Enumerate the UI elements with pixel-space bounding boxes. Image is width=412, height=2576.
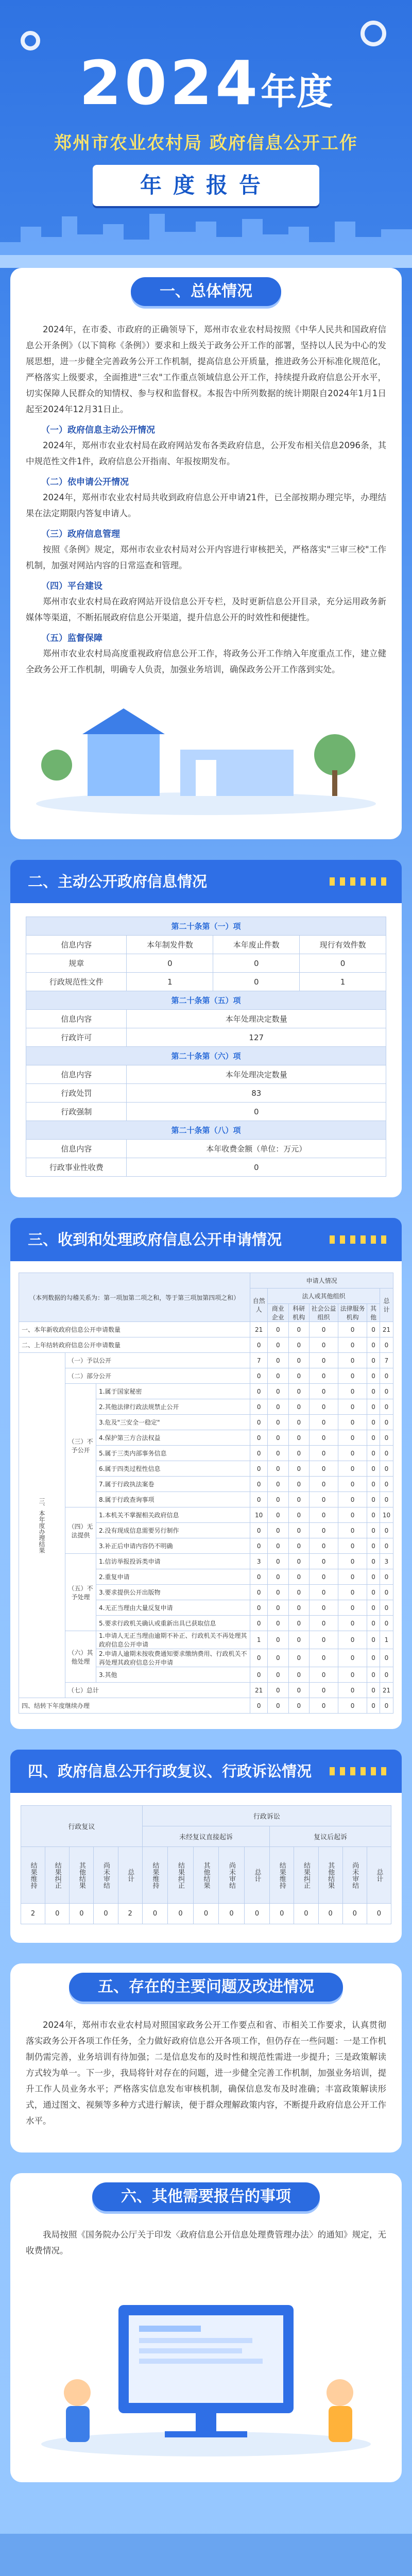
- table-cell: 2: [118, 1904, 142, 1924]
- table-art20-1: 第二十条第（一）项 信息内容 本年制发件数 本年废止件数 现行有效件数 规章 0 0 0 行政规范性文件 1 0 1 第二十条第（五）项 信息内容 本年处理决定数量 行政许可 127 第二十条第（六）项 信息内容 本年处理决定数量 行政处罚 83 行政强制 0 第二十条第（八）项 信息内容 本年收费金额（单位：万元） 行政事业性收费 0: [26, 917, 386, 1177]
- table-cell: 0: [288, 1538, 309, 1554]
- table-cell: 0: [268, 1415, 288, 1430]
- table-cell: 0: [338, 1631, 367, 1649]
- table-row: [19, 1554, 393, 1569]
- table-cell: 0: [268, 1538, 288, 1554]
- table-cell: 0: [250, 1446, 268, 1461]
- table-cell: 0: [380, 1399, 393, 1415]
- table-cell: 0: [380, 1523, 393, 1538]
- table-cell: 0: [338, 1507, 367, 1523]
- table-cell: 21: [380, 1683, 393, 1698]
- section-title: 六、其他需要报告的事项: [92, 2182, 320, 2211]
- table-cell: 0: [380, 1600, 393, 1616]
- table-cell: 0: [380, 1585, 393, 1600]
- table-cell: 1: [250, 1631, 268, 1649]
- table-cell: 0: [268, 1631, 288, 1649]
- column-header: 其他结果: [70, 1847, 94, 1904]
- table-cell: 0: [338, 1353, 367, 1368]
- row-label: 一、本年新收政府信息公开申请数量: [19, 1322, 250, 1337]
- table-cell: 0: [338, 1430, 367, 1446]
- subheading: （三）政府信息管理: [41, 529, 120, 539]
- table-cell: 0: [338, 1649, 367, 1667]
- column-header: 尚未审结: [94, 1847, 118, 1904]
- page-bottom-padding: [0, 2482, 412, 2534]
- row-label: 2.没有现成信息需要另行制作: [96, 1523, 250, 1538]
- row-label: 6.属于四类过程性信息: [96, 1461, 250, 1477]
- table-cell: 0: [250, 1585, 268, 1600]
- table-cell: 0: [250, 1649, 268, 1667]
- table-cell: 0: [367, 1538, 380, 1554]
- table-cell: 0: [309, 1683, 338, 1698]
- table-cell: 0: [309, 1667, 338, 1683]
- table-cell: 0: [309, 1554, 338, 1569]
- table-cell: 0: [367, 1492, 380, 1507]
- table-cell: 0: [338, 1415, 367, 1430]
- table-cell: 0: [380, 1649, 393, 1667]
- table-cell: 0: [309, 1569, 338, 1585]
- group-label: 三、本年度办理结果: [19, 1353, 65, 1698]
- table-cell: 0: [288, 1337, 309, 1353]
- table-cell: 0: [338, 1698, 367, 1714]
- paragraph: 郑州市农业农村局在政府网站开设信息公开专栏，及时更新信息公开目录，充分运用政务新媒体等渠道，不断拓展政府信息公开渠道，提升信息公开的时效性和便捷性。: [26, 597, 386, 622]
- table-cell: 0: [380, 1698, 393, 1714]
- city-skyline-illustration: [0, 206, 412, 268]
- table-cell: 0: [309, 1384, 338, 1399]
- table-cell: 7: [250, 1353, 268, 1368]
- row-label: 8.属于行政查询事项: [96, 1492, 250, 1507]
- table-cell: 0: [367, 1322, 380, 1337]
- table-cell: 0: [367, 1399, 380, 1415]
- table-cell: 0: [288, 1322, 309, 1337]
- table-cell: 0: [244, 1904, 270, 1924]
- table-cell: 0: [338, 1554, 367, 1569]
- table-cell: 0: [367, 1523, 380, 1538]
- table-cell: 0: [268, 1554, 288, 1569]
- table-cell: 0: [367, 1430, 380, 1446]
- table-cell: 0: [380, 1461, 393, 1477]
- table-cell: 0: [338, 1337, 367, 1353]
- table-cell: 0: [288, 1698, 309, 1714]
- section-title: 三、收到和处理政府信息公开申请情况: [10, 1218, 402, 1261]
- table-cell: 0: [309, 1430, 338, 1446]
- table-cell: 0: [367, 1616, 380, 1631]
- table-cell: 0: [250, 1616, 268, 1631]
- table-cell: 0: [268, 1337, 288, 1353]
- table-cell: 21: [250, 1683, 268, 1698]
- table-cell: 0: [367, 1600, 380, 1616]
- table-row: 行政处罚 83: [26, 1084, 386, 1103]
- table-cell: 0: [250, 1667, 268, 1683]
- table-cell: 0: [380, 1667, 393, 1683]
- table-cell: 0: [338, 1538, 367, 1554]
- row-label: （七）总计: [65, 1683, 250, 1698]
- table-cell: 0: [288, 1631, 309, 1649]
- table-cell: 0: [288, 1461, 309, 1477]
- table-cell: 0: [380, 1477, 393, 1492]
- table-cell: 0: [268, 1353, 288, 1368]
- table-cell: 0: [288, 1523, 309, 1538]
- column-header: 尚未审结: [342, 1847, 367, 1904]
- table-cell: 0: [309, 1337, 338, 1353]
- group-label: （三）不予公开: [65, 1384, 96, 1507]
- section-other-matters: [10, 2173, 402, 2482]
- table-cell: 0: [309, 1600, 338, 1616]
- table-cell: 0: [367, 1904, 391, 1924]
- table-cell: 0: [288, 1477, 309, 1492]
- table-applications: （本列数据的勾稽关系为：第一项加第二项之和，等于第三项加第四项之和） 申请人情况 自然人 法人或其他组织 总计 商业企业 科研机构 社会公益组织 法律服务机构 其他 一、本年新收政府信息公开申请数量 21 0 0 0 0 0 21 二、上年结转政府信息公开申请数量 0 0 0 0 0 0 0 三、本年度办理结果 （一）予以公开 7 0 0 0 0 0 7 （二）部分公开 0 0 0 0 0 0 0 （三）不予公开 1.属于国家秘密 0 0 0 0 0 0 0 2.其他法律行政法规禁止公开 0 0 0 0 0 0 0 3.危及"三安全一稳定" 0 0 0 0 0 0 0 4.保护第三方合法权益 0 0 0 0 0 0 0 5.属于三类内部事务信息 0 0 0 0 0 0 0 6.属于四类过程性信息 0 0 0 0 0 0 0 7.属于行政执法案卷 0 0 0 0 0 0 0 8.属于行政查询事项 0 0 0 0 0 0 0 （四）无法提供 1.本机关不掌握相关政府信息 10 0 0 0 0 0 10 2.没有现成信息需要另行制作 0 0 0 0 0 0 0 3.补正后申请内容仍不明确 0 0 0 0 0 0 0 （五）不予处理 1.信访举报投诉类申请 3 0 0 0 0 0 3 2.重复申请 0 0 0 0 0 0 0 3.要求提供公开出版物 0 0 0 0 0 0 0 4.无正当理由大量反复申请 0 0 0 0 0 0 0 5.要求行政机关确认或重新出具已获取信息 0 0 0 0 0 0 0 （六）其他处理 1.申请人无正当理由逾期不补正、行政机关不再处理其政府信息公开申请 1 0 0 0 0 0 1 2.申请人逾期未按收费通知要求缴纳费用、行政机关不再处理其政府信息公开申请 0 0 0 0 0 0 0 3.其他 0 0 0 0 0 0 0 （七）总计 21 0 0 0 0 0 21 四、结转下年度继续办理 0 0 0 0 0 0 0: [19, 1273, 393, 1714]
- table-cell: 0: [250, 1569, 268, 1585]
- table-cell: 10: [250, 1507, 268, 1523]
- table-cell: 0: [338, 1461, 367, 1477]
- column-header: 总计: [244, 1847, 270, 1904]
- table-cell: 0: [94, 1904, 118, 1924]
- table-cell: 0: [268, 1384, 288, 1399]
- row-label: 5.要求行政机关确认或重新出具已获取信息: [96, 1616, 250, 1631]
- table-row: 规章 0 0 0: [26, 954, 386, 973]
- table-cell: 0: [288, 1430, 309, 1446]
- table-cell: 21: [250, 1322, 268, 1337]
- table-cell: 0: [338, 1585, 367, 1600]
- table-cell: 0: [309, 1649, 338, 1667]
- table-cell: 0: [168, 1904, 194, 1924]
- table-cell: 0: [288, 1667, 309, 1683]
- table-cell: 0: [45, 1904, 70, 1924]
- table-cell: 0: [380, 1492, 393, 1507]
- paragraph: 2024年，郑州市农业农村局对照国家政务公开工作要点和省、市相关工作要求，认真贯彻落实政务公开各项工作任务，全力做好政府信息公开各项工作，但仍存在一些问题：一是工作机制仍需完善，业务培训有待加强；二是信息发布的及时性和规范性需进一步提升；三是政策解读方式较为单一。下一步，我局将针对存在的问题，进一步健全完善工作机制，加强业务培训，提升工作人员业务水平；严格落实信息发布审核机制，确保信息发布及时准确；丰富政策解读形式，通过图文、视频等多种方式进行解读，便于群众理解政策内容，不断提升政府信息公开工作水平。: [26, 2020, 386, 2126]
- table-row: 行政事业性收费 0: [26, 1158, 386, 1177]
- table-cell: 0: [268, 1492, 288, 1507]
- table-cell: 0: [70, 1904, 94, 1924]
- table-cell: 0: [288, 1683, 309, 1698]
- table-cell: 0: [338, 1384, 367, 1399]
- table-cell: 0: [142, 1904, 168, 1924]
- table-cell: 3: [250, 1554, 268, 1569]
- table-cell: 0: [268, 1600, 288, 1616]
- row-label: 二、上年结转政府信息公开申请数量: [19, 1337, 250, 1353]
- table-cell: 0: [268, 1461, 288, 1477]
- column-header: 总计: [118, 1847, 142, 1904]
- table-row: [19, 1631, 393, 1649]
- row-label: 1.本机关不掌握相关政府信息: [96, 1507, 250, 1523]
- table-cell: 0: [338, 1600, 367, 1616]
- row-label: 4.无正当理由大量反复申请: [96, 1600, 250, 1616]
- table-cell: 0: [367, 1649, 380, 1667]
- table-cell: 0: [309, 1538, 338, 1554]
- office-illustration: [26, 2274, 386, 2460]
- table-cell: 0: [268, 1649, 288, 1667]
- table-cell: 0: [367, 1446, 380, 1461]
- table-cell: 0: [367, 1368, 380, 1384]
- table-cell: 0: [367, 1461, 380, 1477]
- table-cell: 0: [250, 1523, 268, 1538]
- table-cell: 0: [309, 1461, 338, 1477]
- column-header: 总计: [367, 1847, 391, 1904]
- table-cell: 0: [219, 1904, 245, 1924]
- table-cell: 3: [380, 1554, 393, 1569]
- table-row: [19, 1507, 393, 1523]
- column-header: 其他结果: [318, 1847, 342, 1904]
- paragraph: 2024年，郑州市农业农村局共收到政府信息公开申请21件，已全部按期办理完毕，办理结果在法定期限内答复申请人。: [26, 493, 386, 518]
- table-row: 行政规范性文件 1 0 1: [26, 973, 386, 991]
- table-cell: 0: [268, 1399, 288, 1415]
- table-cell: 7: [380, 1353, 393, 1368]
- table-cell: 0: [380, 1337, 393, 1353]
- table-row: [19, 1384, 393, 1399]
- table-cell: 0: [338, 1683, 367, 1698]
- table-cell: 0: [268, 1616, 288, 1631]
- table-cell: 0: [367, 1384, 380, 1399]
- table-cell: 0: [250, 1384, 268, 1399]
- column-header: 结果维持: [21, 1847, 45, 1904]
- table-cell: 0: [288, 1507, 309, 1523]
- column-header: 结果维持: [270, 1847, 294, 1904]
- table-cell: 0: [309, 1322, 338, 1337]
- group-label: （六）其他处理: [65, 1631, 96, 1683]
- table-cell: 0: [338, 1569, 367, 1585]
- table-cell: 0: [294, 1904, 318, 1924]
- table-cell: 2: [21, 1904, 45, 1924]
- table-cell: 0: [268, 1667, 288, 1683]
- group-label: （五）不予处理: [65, 1554, 96, 1631]
- row-label: （二）部分公开: [65, 1368, 250, 1384]
- group-label: （四）无法提供: [65, 1507, 96, 1554]
- row-label: 2.重复申请: [96, 1569, 250, 1585]
- table-row: [19, 1353, 393, 1368]
- paragraph: 郑州市农业农村局高度重视政府信息公开工作，将政务公开工作纳入年度重点工作，建立健全政务公开工作机制，明确专人负责，加强业务培训，确保政务公开工作落到实处。: [26, 649, 386, 674]
- table-cell: 0: [250, 1461, 268, 1477]
- row-label: 7.属于行政执法案卷: [96, 1477, 250, 1492]
- table-cell: 0: [367, 1554, 380, 1569]
- row-label: 1.申请人无正当理由逾期不补正、行政机关不再处理其政府信息公开申请: [96, 1631, 250, 1649]
- row-label: 2.其他法律行政法规禁止公开: [96, 1399, 250, 1415]
- section-applications: [0, 1218, 412, 1729]
- table-cell: 0: [338, 1523, 367, 1538]
- table-cell: 0: [309, 1446, 338, 1461]
- table-cell: 0: [250, 1538, 268, 1554]
- row-label: 1.属于国家秘密: [96, 1384, 250, 1399]
- section-title: 二、主动公开政府信息情况: [10, 860, 402, 903]
- table-cell: 0: [367, 1585, 380, 1600]
- table-cell: 0: [367, 1353, 380, 1368]
- table-cell: 0: [309, 1477, 338, 1492]
- table-row: [19, 1698, 393, 1714]
- table-cell: 0: [268, 1446, 288, 1461]
- table-cell: 0: [268, 1523, 288, 1538]
- table-cell: 0: [193, 1904, 219, 1924]
- table-cell: 0: [309, 1507, 338, 1523]
- table-cell: 0: [250, 1337, 268, 1353]
- table-cell: 0: [380, 1384, 393, 1399]
- table-cell: 0: [270, 1904, 294, 1924]
- table-cell: 0: [318, 1904, 342, 1924]
- table-cell: 0: [342, 1904, 367, 1924]
- paragraph: 按照《条例》规定，郑州市农业农村局对公开内容进行审核把关，严格落实"三审三校"工作机制，加强对网站内容的日常巡查和管理。: [26, 545, 386, 570]
- table-cell: 0: [250, 1600, 268, 1616]
- subheading: （一）政府信息主动公开情况: [41, 425, 155, 435]
- table-cell: 0: [288, 1569, 309, 1585]
- row-label: 3.危及"三安全一稳定": [96, 1415, 250, 1430]
- row-label: （一）予以公开: [65, 1353, 250, 1368]
- row-label: 1.信访举报投诉类申请: [96, 1554, 250, 1569]
- table-cell: 0: [268, 1569, 288, 1585]
- column-header: 结果纠正: [45, 1847, 70, 1904]
- table-cell: 0: [367, 1698, 380, 1714]
- section-title: 一、总体情况: [131, 277, 281, 306]
- table-cell: 0: [288, 1384, 309, 1399]
- table-cell: 0: [309, 1585, 338, 1600]
- section-overview: [10, 268, 402, 839]
- section-title: 五、存在的主要问题及改进情况: [69, 1973, 343, 2002]
- table-cell: 0: [288, 1446, 309, 1461]
- table-cell: 0: [309, 1368, 338, 1384]
- table-cell: 0: [367, 1667, 380, 1683]
- table-cell: 0: [309, 1631, 338, 1649]
- table-cell: 0: [250, 1698, 268, 1714]
- hero-header: [0, 0, 412, 268]
- table-cell: 0: [309, 1415, 338, 1430]
- subheading: （五）监督保障: [41, 633, 102, 643]
- table-cell: 0: [288, 1600, 309, 1616]
- subheading: （二）依申请公开情况: [41, 477, 129, 487]
- table-cell: 1: [380, 1631, 393, 1649]
- table-cell: 0: [288, 1554, 309, 1569]
- table-cell: 0: [338, 1667, 367, 1683]
- table-cell: 0: [250, 1430, 268, 1446]
- table-cell: 0: [309, 1353, 338, 1368]
- table-cell: 0: [338, 1616, 367, 1631]
- table-cell: 0: [309, 1616, 338, 1631]
- table-cell: 0: [288, 1616, 309, 1631]
- table-cell: 0: [288, 1415, 309, 1430]
- table-cell: 0: [268, 1585, 288, 1600]
- row-label: 4.保护第三方合法权益: [96, 1430, 250, 1446]
- table-cell: 0: [380, 1569, 393, 1585]
- section-proactive-disclosure: [0, 860, 412, 1197]
- table-cell: 0: [309, 1698, 338, 1714]
- section-problems: [10, 1963, 402, 2153]
- table-cell: 0: [288, 1353, 309, 1368]
- column-header: 结果维持: [142, 1847, 168, 1904]
- report-year: 2024年度: [79, 47, 333, 118]
- table-cell: 0: [367, 1507, 380, 1523]
- table-cell: 0: [367, 1477, 380, 1492]
- table-cell: 0: [250, 1492, 268, 1507]
- row-label: 5.属于三类内部事务信息: [96, 1446, 250, 1461]
- table-cell: 0: [268, 1507, 288, 1523]
- table-cell: 0: [250, 1368, 268, 1384]
- table-cell: 0: [288, 1368, 309, 1384]
- column-header: 尚未审结: [219, 1847, 245, 1904]
- table-cell: 0: [268, 1322, 288, 1337]
- table-row: [19, 1337, 393, 1353]
- column-header: 其他结果: [193, 1847, 219, 1904]
- row-label: 3.其他: [96, 1667, 250, 1683]
- paragraph: 2024年，郑州市农业农村局在政府网站发布各类政府信息，公开发布相关信息2096条，其中规范性文件1件，政府信息公开指南、年报按期发布。: [26, 440, 386, 466]
- table-cell: 0: [338, 1477, 367, 1492]
- table-cell: 0: [268, 1683, 288, 1698]
- table-cell: 0: [288, 1492, 309, 1507]
- table-cell: 10: [380, 1507, 393, 1523]
- table-row: 行政许可 127: [26, 1028, 386, 1047]
- table-cell: 0: [250, 1399, 268, 1415]
- table-cell: 0: [380, 1616, 393, 1631]
- table-cell: 0: [367, 1337, 380, 1353]
- table-cell: 0: [309, 1399, 338, 1415]
- table-cell: 0: [268, 1368, 288, 1384]
- column-header: 结果纠正: [168, 1847, 194, 1904]
- table-cell: 0: [380, 1446, 393, 1461]
- subheading: （四）平台建设: [41, 581, 102, 591]
- table-cell: 0: [367, 1631, 380, 1649]
- table-row: [19, 1322, 393, 1337]
- paragraph: 2024年，在市委、市政府的正确领导下，郑州市农业农村局按照《中华人民共和国政府信息公开条例》（以下简称《条例》）要求和上级关于政务公开工作的部署，坚持以人民为中心的发展思想，进一步健全完善政务公开工作机制，提高信息公开质量，推进政务公开标准化规范化，严格落实上级要求，全面推进"三农"工作重点领域信息公开工作，持续提升政府信息公开水平，切实保障人民群众的知情权、参与权和监督权。本报告中所列数据的统计期限自2024年1月1日起至2024年12月31日止。: [26, 325, 386, 414]
- table-cell: 0: [338, 1368, 367, 1384]
- table-cell: 0: [288, 1399, 309, 1415]
- table-cell: 0: [380, 1415, 393, 1430]
- report-label: 年度报告: [93, 165, 319, 206]
- column-header: 结果纠正: [294, 1847, 318, 1904]
- row-label: 2.申请人逾期未按收费通知要求缴纳费用、行政机关不再处理其政府信息公开申请: [96, 1649, 250, 1667]
- table-cell: 0: [338, 1446, 367, 1461]
- table-cell: 0: [338, 1322, 367, 1337]
- row-label: 3.要求提供公开出版物: [96, 1585, 250, 1600]
- table-cell: 0: [338, 1492, 367, 1507]
- section-title: 四、政府信息公开行政复议、行政诉讼情况: [10, 1750, 402, 1793]
- table-review-litigation: 行政复议 行政诉讼 未经复议直接起诉 复议后起诉 结果维持 结果纠正 其他结果 尚未审结 总计 结果维持 结果纠正 其他结果 尚未审结 总计 结果维持 结果纠正 其他结果 尚未审结 总计 2 0 0 0 2 0 0 0 0 0 0 0 0 0 0: [21, 1805, 391, 1924]
- table-cell: 0: [380, 1538, 393, 1554]
- table-row: [19, 1368, 393, 1384]
- table-cell: 0: [250, 1477, 268, 1492]
- row-label: 3.补正后申请内容仍不明确: [96, 1538, 250, 1554]
- table-cell: 0: [288, 1585, 309, 1600]
- table-row: [19, 1683, 393, 1698]
- table-cell: 0: [250, 1415, 268, 1430]
- table-row: 行政强制 0: [26, 1103, 386, 1121]
- table-cell: 0: [380, 1430, 393, 1446]
- table-cell: 0: [367, 1415, 380, 1430]
- section-review-litigation: [0, 1750, 412, 1943]
- row-label: 四、结转下年度继续办理: [19, 1698, 250, 1714]
- table-cell: 0: [309, 1492, 338, 1507]
- table-cell: 21: [380, 1322, 393, 1337]
- table-cell: 0: [367, 1683, 380, 1698]
- table-cell: 0: [367, 1569, 380, 1585]
- farm-illustration: [26, 693, 386, 817]
- table-cell: 0: [380, 1368, 393, 1384]
- paragraph: 我局按照《国务院办公厅关于印发〈政府信息公开信息处理费管理办法〉的通知》规定，无收费情况。: [26, 2230, 386, 2256]
- decor-ring: [360, 21, 386, 46]
- table-cell: 0: [268, 1477, 288, 1492]
- table-cell: 0: [338, 1399, 367, 1415]
- report-subtitle: 郑州市农业农村局 政府信息公开工作: [54, 133, 358, 154]
- table-cell: 0: [288, 1649, 309, 1667]
- table-cell: 0: [268, 1698, 288, 1714]
- table-cell: 0: [268, 1430, 288, 1446]
- table-cell: 0: [309, 1523, 338, 1538]
